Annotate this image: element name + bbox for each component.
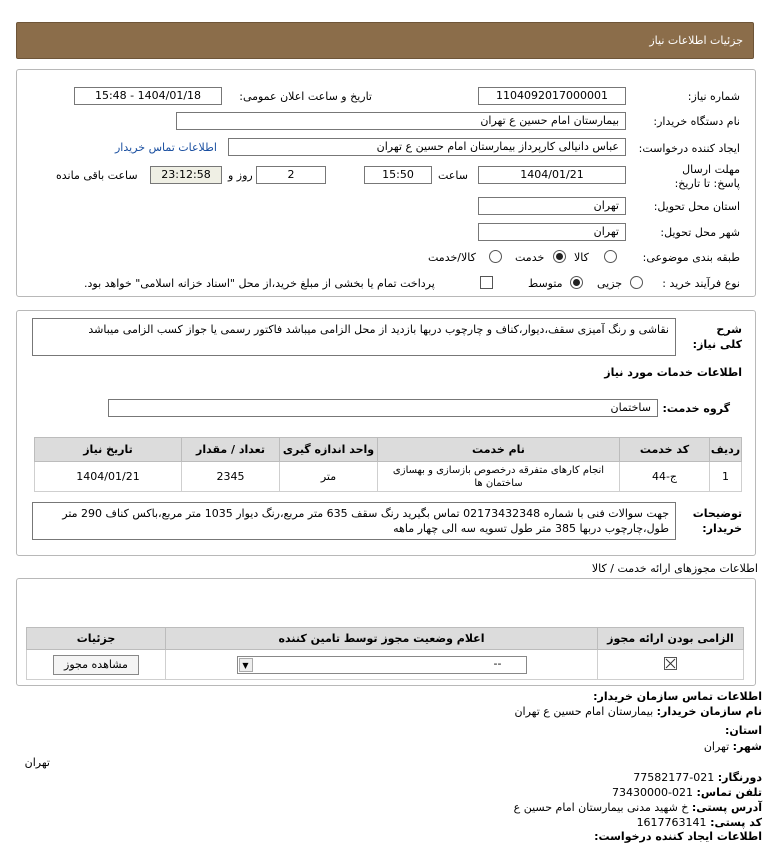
contact-postal-value: 1617763141 bbox=[636, 816, 707, 829]
announce-field: 1404/01/18 - 15:48 bbox=[74, 87, 222, 105]
permit-status-value: -- bbox=[493, 656, 502, 670]
contact-province-label: استان: bbox=[725, 724, 762, 737]
col-permit-status: اعلام وضعیت مجوز توسط تامین کننده bbox=[166, 628, 598, 650]
days-label: روز و bbox=[228, 169, 253, 182]
category-radio-goods[interactable] bbox=[604, 250, 617, 263]
contact-fax-label: دورنگار: bbox=[717, 771, 762, 784]
category-option-both: کالا/خدمت bbox=[428, 251, 476, 264]
permits-table-header bbox=[27, 628, 744, 650]
need-date: 1404/01/21 bbox=[35, 462, 182, 492]
category-label: طبقه بندی موضوعی: bbox=[642, 251, 740, 264]
permit-required-cell bbox=[598, 650, 744, 680]
buyer-org-field: بیمارستان امام حسین ع تهران bbox=[176, 112, 626, 130]
view-permit-button[interactable]: مشاهده مجوز bbox=[53, 655, 139, 675]
permits-table bbox=[26, 627, 744, 680]
contact-postal-label: کد پستی: bbox=[710, 816, 762, 829]
buyer-org-label: نام دستگاه خریدار: bbox=[653, 115, 740, 128]
contact-fax-value: 021-77582177 bbox=[633, 771, 715, 784]
process-radio-minor[interactable] bbox=[630, 276, 643, 289]
city-field: تهران bbox=[478, 223, 626, 241]
contact-address-value: خ شهید مدنی بیمارستان امام حسین ع bbox=[513, 801, 689, 814]
contact-phone-value: 021-73430000 bbox=[612, 786, 694, 799]
remaining-time-field: 23:12:58 bbox=[150, 166, 222, 184]
category-radio-service[interactable] bbox=[553, 250, 566, 263]
services-table bbox=[34, 437, 742, 492]
announce-label: تاریخ و ساعت اعلان عمومی: bbox=[239, 90, 372, 103]
deadline-date-field: 1404/01/21 bbox=[478, 166, 626, 184]
contact-org-label: نام سازمان خریدار: bbox=[656, 705, 762, 718]
table-row bbox=[35, 462, 742, 492]
creator-title: اطلاعات ایجاد کننده درخواست: bbox=[594, 830, 762, 843]
remaining-label: ساعت باقی مانده bbox=[56, 169, 138, 182]
page-header bbox=[16, 22, 754, 59]
col-row: ردیف bbox=[710, 438, 742, 462]
permits-title: اطلاعات مجوزهای ارائه خدمت / کالا bbox=[591, 562, 758, 575]
quantity: 2345 bbox=[182, 462, 280, 492]
contact-org-row bbox=[514, 705, 762, 718]
deadline-label: مهلت ارسال پاسخ: تا تاریخ: bbox=[674, 163, 740, 190]
requester-field: عباس دانیالی کارپرداز بیمارستان امام حسین ع تهران bbox=[228, 138, 626, 156]
unit: متر bbox=[280, 462, 378, 492]
summary-field: نقاشی و رنگ آمیزی سقف،دیوار،کناف و چارچوب دربها بازدید از محل الزامی میباشد فاکتور رسمی یا جواز کسب الزامی میباشد bbox=[32, 318, 676, 356]
city-label: شهر محل تحویل: bbox=[660, 226, 740, 239]
permit-status-select[interactable] bbox=[237, 656, 527, 674]
treasury-checkbox[interactable] bbox=[480, 276, 493, 289]
payment-note: پرداخت تمام یا بخشی از مبلغ خرید،از محل "اسناد خزانه اسلامی" خواهد بود. bbox=[84, 277, 435, 290]
table-row bbox=[27, 650, 744, 680]
row-number: 1 bbox=[710, 462, 742, 492]
need-number-field: 1104092017000001 bbox=[478, 87, 626, 105]
buyer-contact-link[interactable]: اطلاعات تماس خریدار bbox=[115, 141, 217, 154]
time-label: ساعت bbox=[438, 169, 468, 182]
process-option-medium: متوسط bbox=[528, 277, 563, 290]
col-permit-details: جزئیات bbox=[27, 628, 166, 650]
permit-status-cell bbox=[166, 650, 598, 680]
col-service-name: نام خدمت bbox=[378, 438, 620, 462]
page-title: جزئیات اطلاعات نیاز bbox=[649, 34, 743, 47]
col-need-date: تاریخ نیاز bbox=[35, 438, 182, 462]
process-label: نوع فرآیند خرید : bbox=[662, 277, 740, 290]
service-group-field: ساختمان bbox=[108, 399, 658, 417]
contact-address-label: آدرس پستی: bbox=[691, 801, 762, 814]
process-radio-medium[interactable] bbox=[570, 276, 583, 289]
contact-phone-row bbox=[612, 786, 762, 799]
contact-postal-row bbox=[637, 816, 762, 829]
permit-details-cell bbox=[27, 650, 166, 680]
col-unit: واحد اندازه گیری bbox=[280, 438, 378, 462]
category-option-service: خدمت bbox=[515, 251, 545, 264]
requester-label: ایجاد کننده درخواست: bbox=[638, 142, 740, 155]
process-option-minor: جزیی bbox=[597, 277, 623, 290]
col-service-code: کد خدمت bbox=[620, 438, 710, 462]
buyer-notes-field: جهت سوالات فنی با شماره 02173432348 تماس بگیرید رنگ سقف 635 متر مربع،رنگ دیوار 1035 متر مربع،باکس کناف 290 متر طول،چارچوب دربها 385 متر طول تسویه سه الی چهار ماهه bbox=[32, 502, 676, 540]
services-title: اطلاعات خدمات مورد نیاز bbox=[604, 366, 742, 379]
buyer-notes-label: توضیحات خریدار: bbox=[692, 507, 742, 535]
contact-province-row bbox=[725, 724, 762, 737]
category-option-goods: کالا bbox=[574, 251, 589, 264]
chevron-down-icon[interactable]: ▼ bbox=[239, 658, 253, 672]
contact-title: اطلاعات تماس سازمان خریدار: bbox=[593, 690, 762, 703]
contact-phone-label: تلفن تماس: bbox=[696, 786, 762, 799]
contact-fax-row bbox=[633, 771, 762, 784]
cross-icon bbox=[665, 658, 676, 669]
contact-address-row bbox=[514, 801, 762, 814]
col-quantity: تعداد / مقدار bbox=[182, 438, 280, 462]
province-field: تهران bbox=[478, 197, 626, 215]
province-label: استان محل تحویل: bbox=[653, 200, 740, 213]
days-field: 2 bbox=[256, 166, 326, 184]
summary-label: شرح کلی نیاز: bbox=[692, 323, 742, 351]
need-number-label: شماره نیاز: bbox=[687, 90, 740, 103]
service-name: انجام کارهای متفرقه درخصوص بازسازی و بهسازی ساختمان ها bbox=[378, 462, 620, 492]
contact-city-row bbox=[704, 740, 762, 753]
permit-required-checkbox[interactable] bbox=[664, 657, 677, 670]
services-table-header bbox=[35, 438, 742, 462]
contact-province-value: تهران bbox=[24, 756, 50, 769]
deadline-time-field: 15:50 bbox=[364, 166, 432, 184]
contact-org-value: بیمارستان امام حسین ع تهران bbox=[514, 705, 654, 718]
col-permit-required: الزامی بودن ارائه مجوز bbox=[598, 628, 744, 650]
service-group-label: گروه خدمت: bbox=[662, 402, 730, 415]
contact-city-value: تهران bbox=[703, 740, 730, 753]
contact-city-label: شهر: bbox=[732, 740, 762, 753]
service-code: ج-44 bbox=[620, 462, 710, 492]
category-radio-both[interactable] bbox=[489, 250, 502, 263]
